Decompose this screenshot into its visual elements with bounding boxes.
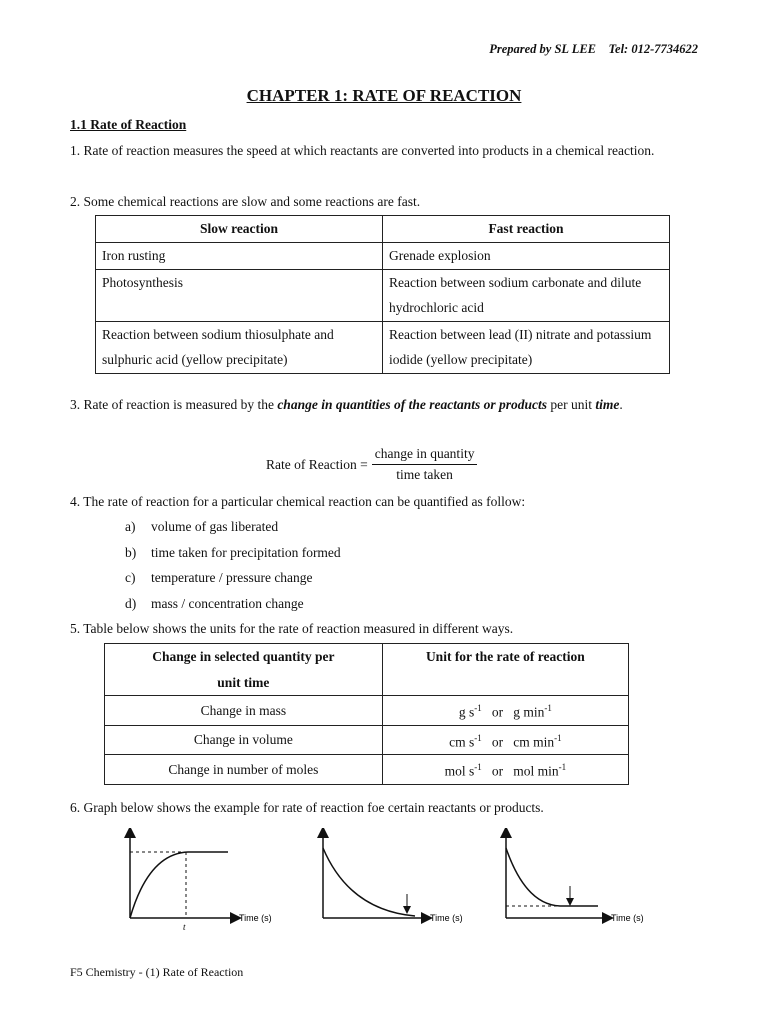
unit-text: g s (458, 704, 475, 720)
point-2: 2. Some chemical reactions are slow and some reactions are fast. (70, 194, 421, 209)
curve (506, 848, 598, 906)
column-header: Unit for the rate of reaction (382, 644, 628, 696)
x-axis-label: Time (s) (611, 913, 644, 923)
point-3-text: 3. Rate of reaction is measured by the (70, 397, 278, 412)
list-text: temperature / pressure change (151, 570, 313, 585)
table-header-row (96, 216, 670, 243)
unit-or: or (491, 763, 504, 779)
table-row (96, 321, 670, 373)
table-row (96, 269, 670, 321)
curve (130, 852, 228, 918)
table-cell: Reaction between sodium thiosulphate and sulphuric acid (yellow precipitate) (96, 321, 383, 373)
unit-cell (382, 725, 628, 755)
unit-cell (382, 696, 628, 726)
unit-exponent: -1 (558, 762, 567, 772)
table-cell: Reaction between lead (II) nitrate and potassium iodide (yellow precipitate) (383, 321, 670, 373)
point-3 (70, 392, 700, 418)
point-3-emphasis: time (595, 397, 620, 412)
unit-text: cm s (449, 734, 475, 749)
point-3-emphasis: change in quantities of the reactants or products (277, 397, 547, 412)
formula-lhs: Rate of Reaction = (266, 456, 368, 472)
rate-formula (266, 446, 477, 483)
unit-exponent: -1 (474, 732, 482, 743)
column-header: Slow reaction (96, 216, 383, 243)
point-1: 1. Rate of reaction measures the speed at which reactants are converted into products in a chemical reaction. (70, 143, 655, 158)
list-text: time taken for precipitation formed (151, 544, 341, 560)
curve (323, 848, 415, 916)
point-6: 6. Graph below shows the example for rate of reaction foe certain reactants or products. (70, 800, 544, 815)
list-item (125, 514, 341, 540)
table-cell: Grenade explosion (383, 243, 670, 270)
table-cell: Reaction between sodium carbonate and dilute hydrochloric acid (383, 269, 670, 321)
unit-exponent: -1 (554, 732, 562, 743)
point-3-text: . (619, 397, 623, 412)
table-row (105, 725, 629, 755)
reaction-speed-table (95, 215, 670, 374)
point-4: 4. The rate of reaction for a particular chemical reaction can be quantified as follow: (70, 494, 526, 509)
units-table (104, 643, 629, 785)
list-text: mass / concentration change (151, 595, 304, 611)
page-footer: F5 Chemistry - (1) Rate of Reaction (70, 965, 244, 979)
unit-exponent: -1 (544, 703, 552, 713)
table-header-row (105, 644, 629, 696)
unit-text: g min (513, 704, 545, 720)
table-cell: Iron rusting (96, 243, 383, 270)
table-cell: Photosynthesis (96, 269, 383, 321)
list-item (125, 591, 341, 617)
chapter-title: CHAPTER 1: RATE OF REACTION (246, 86, 522, 105)
reactant-curve-graph (315, 828, 475, 933)
point-5: 5. Table below shows the units for the rate of reaction measured in different ways. (70, 621, 514, 636)
quantify-list (125, 514, 341, 616)
formula-numerator: change in quantity (372, 446, 478, 465)
table-row (105, 755, 629, 785)
product-curve-graph (118, 828, 278, 933)
plateau-curve-graph (500, 828, 660, 933)
unit-text: mol s (444, 763, 475, 779)
unit-text: cm min (513, 734, 555, 749)
column-header: Change in selected quantity per unit time (105, 644, 383, 696)
point-3-text: per unit (546, 397, 596, 412)
table-cell: Change in mass (105, 696, 383, 726)
list-letter: b) (125, 544, 137, 560)
column-header: Fast reaction (383, 216, 670, 243)
formula-denominator: time taken (396, 467, 453, 482)
x-axis-label: Time (s) (430, 913, 463, 923)
telephone: Tel: 012-7734622 (608, 42, 698, 56)
unit-cell (382, 755, 628, 785)
unit-exponent: -1 (474, 703, 482, 713)
unit-or: or (491, 734, 504, 749)
list-letter: c) (125, 570, 136, 585)
table-cell: Change in volume (105, 725, 383, 755)
unit-text: mol min (513, 763, 559, 779)
list-item (125, 540, 341, 566)
list-letter: a) (125, 519, 136, 534)
list-letter: d) (125, 595, 137, 611)
formula-fraction (372, 446, 478, 483)
page-header (489, 42, 698, 57)
list-text: volume of gas liberated (151, 519, 279, 534)
unit-or: or (491, 704, 504, 720)
x-axis-label: Time (s) (239, 913, 272, 923)
unit-exponent: -1 (474, 762, 482, 772)
table-row (96, 243, 670, 270)
prepared-by: Prepared by SL LEE (489, 42, 597, 56)
t-label: t (183, 922, 186, 932)
table-row (105, 696, 629, 726)
list-item (125, 565, 341, 591)
table-cell: Change in number of moles (105, 755, 383, 785)
section-heading: 1.1 Rate of Reaction (70, 117, 187, 132)
